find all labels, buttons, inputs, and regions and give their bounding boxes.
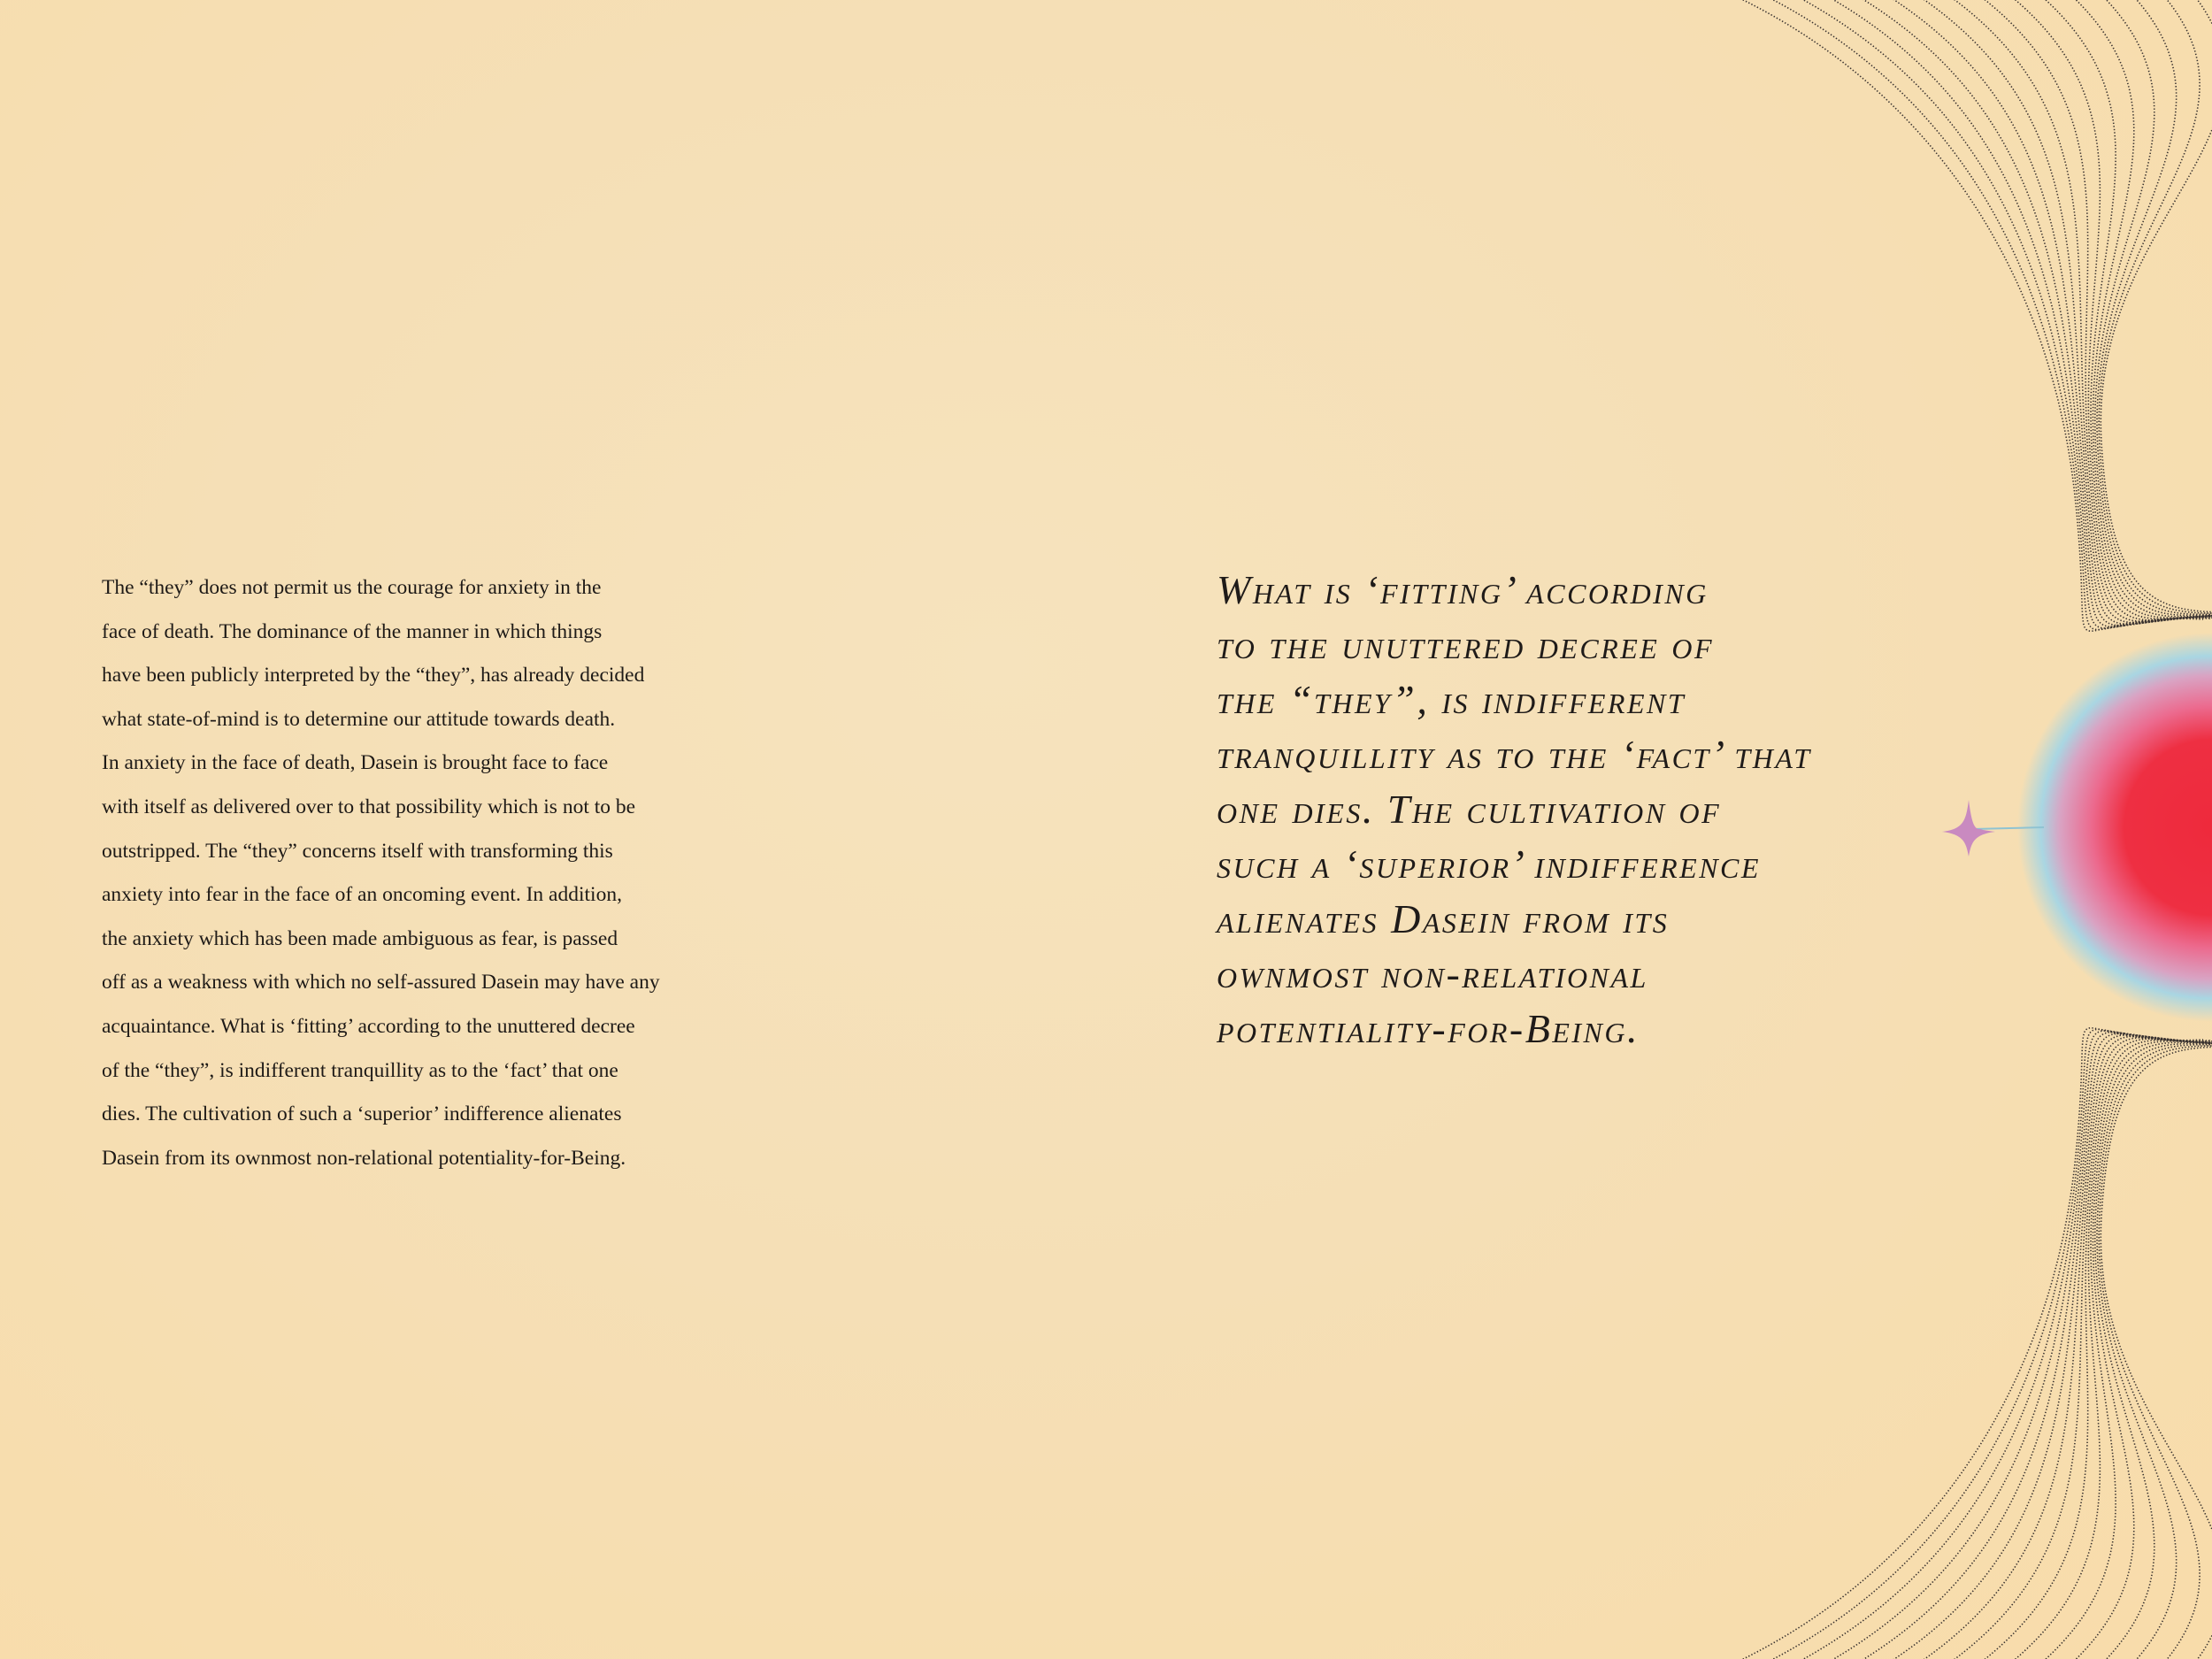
body-line: off as a weakness with which no self-assured Dasein may have any [102,971,660,995]
quote-line: What is ‘fitting’ according [1217,567,1709,612]
body-line: In anxiety in the face of death, Dasein is brought face to face [102,751,609,775]
body-line: anxiety into fear in the face of an oncoming event. In addition, [102,883,622,907]
body-line: what state-of-mind is to determine our attitude towards death. [102,707,616,731]
body-paragraph [102,566,792,1180]
right-page [1106,0,2212,1659]
body-line: have been publicly interpreted by the “they”, has already decided [102,664,645,687]
quote-line: potentiality-for-Being. [1217,1006,1640,1051]
body-line: acquaintance. What is ‘fitting’ according to the unuttered decree [102,1014,635,1038]
body-line: with itself as delivered over to that possibility which is not to be [102,795,636,818]
body-line: face of death. The dominance of the manner in which things [102,619,603,643]
body-line: Dasein from its ownmost non-relational potentiality-for-Being. [102,1146,626,1170]
quote-line: alienates Dasein from its [1217,896,1670,941]
quote-line: tranquillity as to the ‘fact’ that [1217,732,1812,777]
quote-line: such a ‘superior’ indifference [1217,841,1761,887]
quote-line: the “they”, is indifferent [1217,677,1686,722]
body-line: The “they” does not permit us the courage for anxiety in the [102,576,602,599]
quote-line: one dies. The cultivation of [1217,787,1722,832]
body-line: outstripped. The “they” concerns itself with transforming this [102,839,613,863]
pull-quote [1217,563,1889,1056]
quote-line: to the unuttered decree of [1217,622,1714,667]
quote-line: ownmost non-relational [1217,951,1648,996]
body-line: of the “they”, is indifferent tranquillity as to the ‘fact’ that one [102,1058,618,1082]
body-line: dies. The cultivation of such a ‘superior’ indifference alienates [102,1102,622,1126]
body-line: the anxiety which has been made ambiguous as fear, is passed [102,926,618,950]
